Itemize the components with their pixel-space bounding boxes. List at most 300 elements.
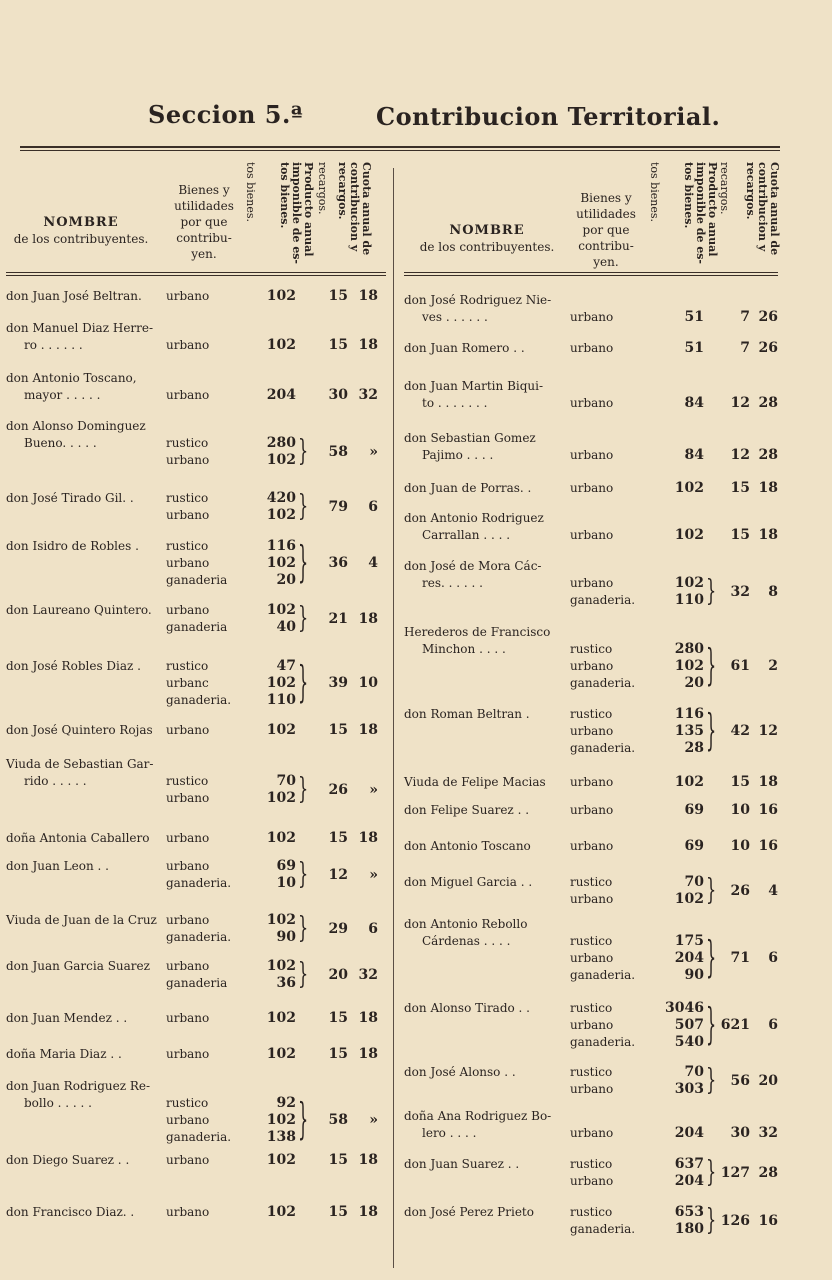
header-nombre: NOMBRE de los contribuyentes. [13,215,149,246]
contributor-name: doña Antonia Caballero [6,831,150,845]
property-type: ganaderia. [570,1222,636,1236]
annual-product: 175 [674,933,704,949]
property-type: urbano [570,1082,614,1096]
annual-product: 102 [674,774,704,790]
contributor-name: don José Robles Diaz . [6,659,141,673]
quota-amount: 12 [328,866,348,883]
group-brace: } [298,487,309,523]
property-type: rustico [166,539,209,553]
quota-fraction: » [369,866,378,883]
group-brace: } [706,638,717,691]
header-nombre-right: NOMBRE de los contribuyentes. [419,223,555,254]
annual-product: 303 [674,1081,704,1097]
quota-amount: 58 [328,1112,348,1128]
property-type: urbano [166,1205,210,1219]
quota-amount: 15 [328,337,348,353]
contributor-name: don Juan Rodriguez Re- [6,1079,151,1093]
contributor-name-cont: Bueno. . . . . [24,436,97,450]
contributor-name: don Laureano Quintero. [6,603,152,617]
group-brace: } [706,997,717,1050]
annual-product: 102 [266,288,296,304]
quota-fraction: 18 [358,337,378,353]
contributor-entry [404,838,778,855]
quota-fraction: 4 [368,555,378,571]
property-type: urbano [570,775,614,789]
quota-fraction: 6 [768,1017,778,1033]
group-brace: } [298,909,309,945]
property-type: rustico [570,1065,613,1079]
annual-product: 110 [674,592,704,608]
contributor-entry [6,909,386,946]
property-type: urbano [166,1011,210,1025]
contributor-name: don Manuel Diaz Herre- [6,321,154,335]
annual-product: 204 [674,950,704,966]
property-type: ganaderia [166,976,228,990]
property-type: urbano [166,603,210,617]
quota-amount: 42 [730,723,750,739]
quota-amount: 39 [328,675,348,691]
property-type: urbano [166,1113,210,1127]
annual-product: 637 [674,1156,704,1172]
annual-product: 47 [276,658,296,674]
contributor-entry [404,510,778,544]
quota-fraction: 18 [358,830,378,846]
quota-fraction: 26 [758,309,778,325]
group-brace: } [298,855,309,891]
column-headers [6,150,386,274]
annual-product: 20 [684,675,704,691]
quota-fraction: » [369,443,378,460]
annual-product: 204 [674,1125,704,1141]
annual-product: 51 [684,309,704,325]
contributor-entry [6,655,386,709]
quota-fraction: 8 [768,583,778,600]
group-brace: } [298,955,309,991]
contributor-name: don José Tirado Gil. . [6,491,134,505]
contributor-name: don Juan José Beltran. [6,289,142,303]
group-brace: } [706,1153,717,1189]
property-type: urbano [570,481,614,495]
quota-fraction: 6 [368,498,378,515]
quota-fraction: 18 [358,722,378,738]
quota-amount: 15 [328,1204,348,1220]
property-type: urbano [166,508,210,522]
annual-product: 102 [266,958,296,974]
header-bienes: Bienes y utilidades por que contribu-yen. [174,183,234,261]
annual-product: 102 [266,555,296,571]
contributor-name: don Juan Romero . . [404,341,525,355]
contributor-entry [6,1010,386,1027]
property-type: urbanc [166,676,209,690]
quota-fraction: 28 [758,447,778,463]
quota-fraction: 26 [758,340,778,356]
property-type: urbano [166,913,210,927]
quota-amount: 15 [328,1010,348,1026]
contributor-entry [6,756,386,806]
annual-product: 70 [276,773,296,789]
group-brace: } [298,770,309,806]
contributor-name: don Antonio Rodriguez [404,511,544,525]
annual-product: 28 [684,740,704,756]
contributor-name: don Roman Beltran . [404,707,530,721]
group-brace: } [706,1061,717,1097]
property-type: urbano [166,723,210,737]
quota-amount: 32 [730,583,750,600]
quota-amount: 12 [730,447,750,463]
contributor-name: Viuda de Sebastian Gar- [6,757,154,771]
property-type: urbano [166,1047,210,1061]
contributor-name: don Juan Leon . . [6,859,109,873]
quota-amount: 58 [328,443,348,460]
header-rule-right-2 [404,275,778,276]
contributor-entry [6,1152,386,1169]
contributor-name-cont: Minchon . . . . [422,642,506,656]
contributor-entry [404,292,778,326]
annual-product: 90 [276,929,296,945]
header-producto-right: Producto anual imponible de es-tos bienes. [682,162,719,264]
property-type: urbano [570,951,614,965]
contributor-entry [6,1046,386,1063]
property-type: urbano [570,341,614,355]
annual-product: 102 [266,830,296,846]
annual-product: 92 [276,1095,296,1111]
property-type: urbano [570,892,614,906]
annual-product: 40 [276,619,296,635]
annual-product: 280 [266,435,296,451]
annual-product: 69 [276,858,296,874]
quota-fraction: 16 [758,1212,778,1229]
quota-amount: 26 [328,781,348,798]
property-type: urbano [570,448,614,462]
quota-amount: 10 [730,838,750,854]
annual-product: 102 [266,790,296,806]
page-title: Contribucion Territorial. [376,102,721,131]
annual-product: 102 [266,1112,296,1128]
annual-product: 135 [674,723,704,739]
contributor-name: don Francisco Diaz. . [6,1205,135,1219]
property-type: urbano [166,388,210,402]
property-type: ganaderia. [166,930,232,944]
group-brace: } [706,1201,717,1237]
annual-product: 110 [266,692,296,708]
quota-amount: 15 [328,722,348,738]
contributor-entry [404,1061,778,1098]
annual-product: 3046 [665,1000,704,1016]
contributor-name-cont: bollo . . . . . [24,1096,92,1110]
annual-product: 102 [674,480,704,496]
quota-amount: 10 [730,802,750,818]
property-type: urbano [570,659,614,673]
property-type: urbano [570,724,614,738]
contributor-name-cont: Carrallan . . . . [422,528,511,542]
property-type: urbano [166,556,210,570]
contributor-name: Herederos de Francisco [404,625,551,639]
contributor-entry [6,487,386,524]
quota-amount: 26 [730,882,750,899]
property-type: urbano [166,791,210,805]
annual-product: 84 [684,447,704,463]
quota-fraction: 10 [358,675,378,691]
header-producto-pre-right: tos bienes. [648,162,661,222]
contributor-name: don Juan Suarez . . [404,1157,520,1171]
contributor-entry [404,997,778,1051]
contributor-entry [404,703,778,757]
contributor-entry [6,418,386,468]
quota-amount: 29 [328,920,348,937]
property-type: rustico [166,436,209,450]
contributor-entry [404,802,778,819]
contributor-entry [404,624,778,691]
group-brace: } [298,432,309,468]
contributor-name: Viuda de Juan de la Cruz [6,913,157,927]
property-type: urbano [166,289,210,303]
annual-product: 102 [266,722,296,738]
contributor-entry [6,722,386,739]
contributor-entry [404,378,778,412]
property-type: ganaderia. [166,1130,232,1144]
contributor-name: don Alonso Dominguez [6,419,146,433]
group-brace: } [706,703,717,756]
contributor-name: don Juan Garcia Suarez [6,959,150,973]
annual-product: 180 [674,1221,704,1237]
quota-fraction: 2 [768,658,778,674]
property-type: urbano [570,310,614,324]
contributor-entry [404,1108,778,1142]
group-brace: } [706,871,717,907]
annual-product: 116 [266,538,296,554]
property-type: rustico [570,707,613,721]
property-type: rustico [570,1001,613,1015]
contributor-entry [6,855,386,892]
contributor-name: don José Perez Prieto [404,1205,534,1219]
section-number: Seccion 5.ª [148,100,303,129]
quota-fraction: 18 [358,1152,378,1168]
annual-product: 280 [674,641,704,657]
quota-fraction: » [369,781,378,798]
annual-product: 102 [266,507,296,523]
annual-product: 69 [684,838,704,854]
quota-amount: 15 [328,1046,348,1062]
property-type: rustico [166,774,209,788]
contributor-name-cont: lero . . . . [422,1126,477,1140]
contributor-name-cont: Pajimo . . . . [422,448,494,462]
annual-product: 102 [266,337,296,353]
contributor-entry [404,916,778,983]
contributor-entry [404,871,778,908]
contributor-entry [404,1153,778,1190]
contributor-entry [6,370,386,404]
column-divider [393,168,394,1268]
group-brace: } [298,599,309,635]
contributor-name: don Sebastian Gomez [404,431,536,445]
quota-fraction: 12 [758,723,778,739]
group-brace: } [706,572,717,608]
contributor-name: don Diego Suarez . . [6,1153,130,1167]
property-type: rustico [570,642,613,656]
contributor-entry [404,558,778,608]
quota-amount: 15 [730,480,750,496]
quota-fraction: 32 [758,1125,778,1141]
annual-product: 102 [674,527,704,543]
property-type: ganaderia. [570,676,636,690]
quota-amount: 15 [730,527,750,543]
annual-product: 90 [684,967,704,983]
contributor-entry [404,340,778,357]
property-type: rustico [166,659,209,673]
quota-amount: 15 [328,830,348,846]
quota-amount: 15 [328,288,348,304]
header-producto: Producto anual imponible de es-tos bienes. [278,162,315,264]
quota-fraction: 18 [358,1010,378,1026]
header-cuota-right: Cuota anual de contribucion y recargos. [744,162,781,256]
property-type: urbano [570,1126,614,1140]
header-rule-2 [6,275,386,276]
contributor-name-cont: ro . . . . . . [24,338,83,352]
annual-product: 36 [276,975,296,991]
quota-fraction: 18 [358,1046,378,1062]
contributor-name-cont: to . . . . . . . [422,396,488,410]
contributor-name-cont: ves . . . . . . [422,310,488,324]
contributor-name: doña Maria Diaz . . [6,1047,122,1061]
contributor-entry [6,1204,386,1221]
annual-product: 102 [674,658,704,674]
quota-amount: 7 [740,340,750,356]
contributor-name: don José de Mora Các- [404,559,542,573]
annual-product: 116 [674,706,704,722]
column-headers-right [404,150,781,274]
contributor-name: doña Ana Rodriguez Bo- [404,1109,552,1123]
property-type: urbano [570,1174,614,1188]
annual-product: 69 [684,802,704,818]
annual-product: 70 [684,874,704,890]
quota-amount: 127 [720,1164,750,1181]
contributor-name: don Juan Mendez . . [6,1011,128,1025]
quota-fraction: 18 [358,288,378,304]
contributor-entry [404,480,778,497]
annual-product: 51 [684,340,704,356]
contributor-entry [6,320,386,354]
annual-product: 10 [276,875,296,891]
quota-fraction: 32 [358,387,378,403]
group-brace: } [706,930,717,983]
annual-product: 102 [266,602,296,618]
contributor-entry [6,288,386,305]
quota-fraction: 32 [358,966,378,983]
header-rule-right [404,272,778,273]
property-type: urbano [570,396,614,410]
group-brace: } [298,1092,309,1145]
property-type: urbano [570,839,614,853]
contributor-entry [6,955,386,992]
annual-product: 20 [276,572,296,588]
header-recargos-right: recargos. [718,162,731,215]
annual-product: 102 [674,891,704,907]
property-type: urbano [166,859,210,873]
quota-fraction: 28 [758,395,778,411]
property-type: ganaderia. [570,593,636,607]
top-rule [20,146,780,148]
quota-fraction: 20 [758,1072,778,1089]
annual-product: 102 [266,1046,296,1062]
property-type: ganaderia. [570,741,636,755]
quota-amount: 621 [720,1017,750,1033]
property-type: ganaderia. [166,876,232,890]
contributor-name-cont: Cárdenas . . . . [422,934,511,948]
quota-fraction: 18 [758,774,778,790]
quota-amount: 79 [328,498,348,515]
header-producto-pre: tos bienes. [244,162,257,222]
property-type: rustico [166,491,209,505]
property-type: ganaderia [166,573,228,587]
annual-product: 102 [674,575,704,591]
contributor-name: don Antonio Toscano [404,839,531,853]
contributor-name: don Felipe Suarez . . [404,803,530,817]
quota-fraction: 16 [758,838,778,854]
property-type: ganaderia. [570,1035,636,1049]
annual-product: 70 [684,1064,704,1080]
annual-product: 138 [266,1129,296,1145]
contributor-name: Viuda de Felipe Macias [404,775,546,789]
group-brace: } [298,655,309,708]
contributor-name: don Antonio Toscano, [6,371,137,385]
contributor-entry [6,830,386,847]
property-type: ganaderia [166,620,228,634]
quota-amount: 61 [730,658,750,674]
quota-fraction: 6 [768,950,778,966]
contributor-entry [6,535,386,589]
property-type: urbano [570,528,614,542]
header-rule [6,272,386,273]
quota-fraction: 6 [368,920,378,937]
annual-product: 102 [266,912,296,928]
contributor-entry [6,1078,386,1145]
quota-amount: 15 [730,774,750,790]
annual-product: 102 [266,1152,296,1168]
quota-amount: 12 [730,395,750,411]
annual-product: 540 [674,1034,704,1050]
contributor-name: don Antonio Rebollo [404,917,528,931]
quota-fraction: 18 [758,527,778,543]
annual-product: 102 [266,675,296,691]
property-type: urbano [570,1018,614,1032]
quota-amount: 30 [328,387,348,403]
property-type: urbano [570,803,614,817]
contributor-entry [404,1201,778,1238]
contributor-name: don José Alonso . . [404,1065,516,1079]
quota-fraction: 18 [358,1204,378,1220]
property-type: ganaderia. [570,968,636,982]
property-type: urbano [166,453,210,467]
quota-fraction: 4 [768,882,778,899]
quota-fraction: 18 [358,610,378,627]
contributor-name: don Juan Martin Biqui- [404,379,544,393]
page-heading [0,100,832,140]
header-recargos: recargos. [316,162,329,215]
contributor-name: don Alonso Tirado . . [404,1001,530,1015]
quota-amount: 7 [740,309,750,325]
annual-product: 204 [674,1173,704,1189]
group-brace: } [298,535,309,588]
header-cuota: Cuota anual de contribucion y recargos. [336,162,373,256]
property-type: rustico [570,1205,613,1219]
quota-fraction: 18 [758,480,778,496]
header-bienes-right: Bienes y utilidades por que contribu-yen. [576,191,636,269]
quota-fraction: » [369,1112,378,1128]
quota-fraction: 16 [758,802,778,818]
property-type: rustico [570,875,613,889]
contributor-name-cont: mayor . . . . . [24,388,101,402]
quota-amount: 126 [720,1212,750,1229]
